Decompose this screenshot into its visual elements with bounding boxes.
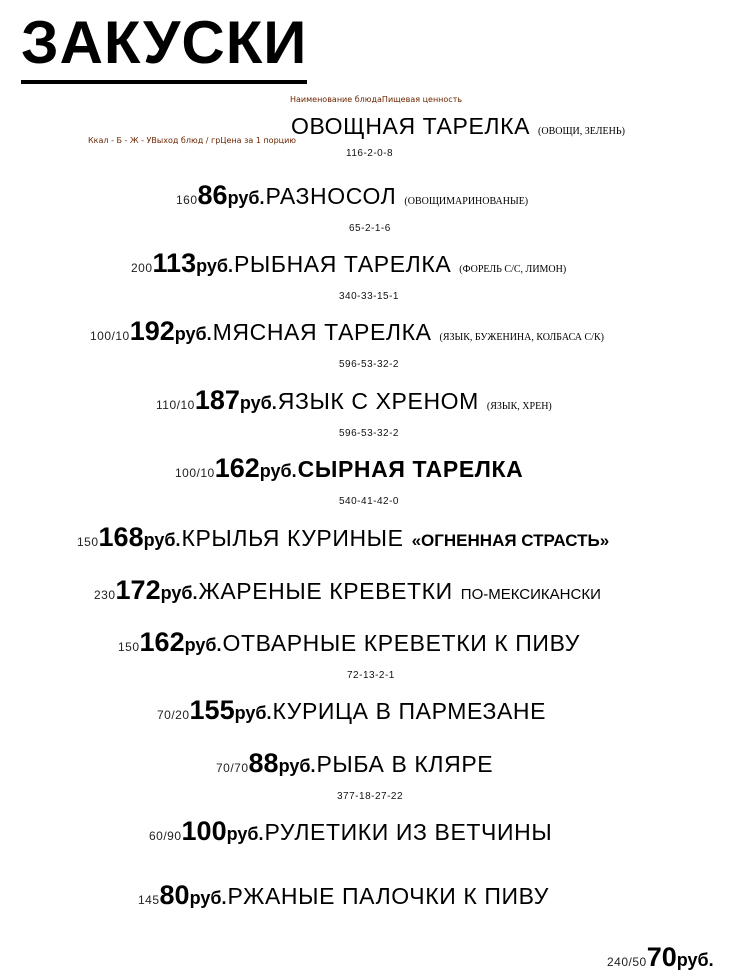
item-currency: руб. xyxy=(234,703,272,723)
item-weight: 150 xyxy=(118,640,140,654)
menu-item-line xyxy=(291,113,625,140)
item-currency: руб. xyxy=(226,824,264,844)
item-currency: руб. xyxy=(174,324,212,344)
item-name: ОТВАРНЫЕ КРЕВЕТКИ К ПИВУ xyxy=(222,630,580,656)
item-currency: руб. xyxy=(278,756,316,776)
item-weight: 70/20 xyxy=(157,708,190,722)
item-currency: руб. xyxy=(196,256,233,276)
item-weight: 100/10 xyxy=(175,466,215,480)
item-weight: 110/10 xyxy=(156,398,195,412)
menu-item-line xyxy=(175,453,523,484)
column-header-name-nutrition: Наименование блюдаПищевая ценность xyxy=(290,95,463,104)
item-price: 100 xyxy=(181,816,227,846)
item-weight: 60/90 xyxy=(149,829,182,843)
menu-item-line xyxy=(118,627,580,658)
menu-item-line xyxy=(94,575,601,606)
item-nutrition: 596-53-32-2 xyxy=(339,428,399,439)
item-nutrition: 340-33-15-1 xyxy=(339,291,399,302)
item-currency: руб. xyxy=(143,530,181,550)
item-price: 162 xyxy=(214,453,260,483)
item-nutrition: 72-13-2-1 xyxy=(347,670,395,681)
menu-item-line xyxy=(607,942,715,973)
item-price: 192 xyxy=(129,316,175,346)
item-description: (ЯЗЫК, БУЖЕНИНА, КОЛБАСА С/К) xyxy=(439,332,604,343)
item-currency: руб. xyxy=(184,635,222,655)
item-name: РЫБА В КЛЯРЕ xyxy=(316,751,494,777)
item-currency: руб. xyxy=(227,188,265,208)
item-price: 70 xyxy=(646,942,677,972)
item-name: РЫБНАЯ ТАРЕЛКА xyxy=(233,251,452,277)
item-price: 162 xyxy=(139,627,185,657)
item-weight: 100/10 xyxy=(90,329,130,343)
menu-item-line xyxy=(216,748,493,779)
item-description: (ЯЗЫК, ХРЕН) xyxy=(486,401,552,412)
menu-item-line xyxy=(77,522,609,553)
item-price: 80 xyxy=(159,880,190,910)
item-weight: 145 xyxy=(138,893,160,907)
menu-item-line xyxy=(156,385,552,416)
item-currency: руб. xyxy=(239,393,277,413)
item-currency: руб. xyxy=(259,461,297,481)
item-name: КРЫЛЬЯ КУРИНЫЕ xyxy=(181,525,404,551)
item-name: ОВОЩНАЯ ТАРЕЛКА xyxy=(291,113,531,139)
item-price: 113 xyxy=(152,248,197,278)
item-name: РЖАНЫЕ ПАЛОЧКИ К ПИВУ xyxy=(227,883,549,909)
item-description: (ОВОЩИ, ЗЕЛЕНЬ) xyxy=(538,126,625,137)
item-nutrition: 65-2-1-6 xyxy=(349,223,391,234)
item-weight: 240/50 xyxy=(607,955,647,969)
menu-item-line xyxy=(157,695,546,726)
menu-item-line xyxy=(149,816,552,847)
item-currency: руб. xyxy=(676,950,714,970)
item-description: «ОГНЕННАЯ СТРАСТЬ» xyxy=(411,531,610,550)
item-price: 168 xyxy=(98,522,144,552)
item-price: 86 xyxy=(197,180,228,210)
item-nutrition: 377-18-27-22 xyxy=(337,791,404,802)
item-name: РАЗНОСОЛ xyxy=(265,183,397,209)
item-name: РУЛЕТИКИ ИЗ ВЕТЧИНЫ xyxy=(264,819,553,845)
menu-item-line xyxy=(90,316,604,347)
item-currency: руб. xyxy=(160,583,198,603)
item-weight: 200 xyxy=(131,261,153,275)
item-price: 172 xyxy=(115,575,161,605)
item-description: ПО-МЕКСИКАНСКИ xyxy=(460,586,601,603)
item-price: 187 xyxy=(194,385,240,415)
item-nutrition: 116-2-0-8 xyxy=(346,148,394,159)
menu-item-line xyxy=(176,180,528,211)
item-name: СЫРНАЯ ТАРЕЛКА xyxy=(297,456,524,482)
item-weight: 230 xyxy=(94,588,116,602)
item-name: МЯСНАЯ ТАРЕЛКА xyxy=(212,319,432,345)
item-name: ЖАРЕНЫЕ КРЕВЕТКИ xyxy=(198,578,453,604)
page-title: ЗАКУСКИ xyxy=(21,6,307,84)
item-weight: 150 xyxy=(77,535,99,549)
item-price: 88 xyxy=(248,748,279,778)
column-header-kcal-weight-price: Ккал - Б - Ж - УВыход блюд / грЦена за 1 порцию xyxy=(88,136,297,145)
item-description: (ФОРЕЛЬ С/С, ЛИМОН) xyxy=(459,264,567,275)
item-currency: руб. xyxy=(189,888,227,908)
item-name: КУРИЦА В ПАРМЕЗАНЕ xyxy=(272,698,547,724)
item-weight: 70/70 xyxy=(216,761,249,775)
item-name: ЯЗЫК С ХРЕНОМ xyxy=(277,388,479,414)
menu-item-line xyxy=(131,248,566,279)
menu-item-line xyxy=(138,880,549,911)
item-nutrition: 596-53-32-2 xyxy=(339,359,399,370)
item-price: 155 xyxy=(189,695,235,725)
item-description: (ОВОЩИМАРИНОВАНЫЕ) xyxy=(404,196,529,207)
item-nutrition: 540-41-42-0 xyxy=(339,496,399,507)
item-weight: 160 xyxy=(176,193,198,207)
